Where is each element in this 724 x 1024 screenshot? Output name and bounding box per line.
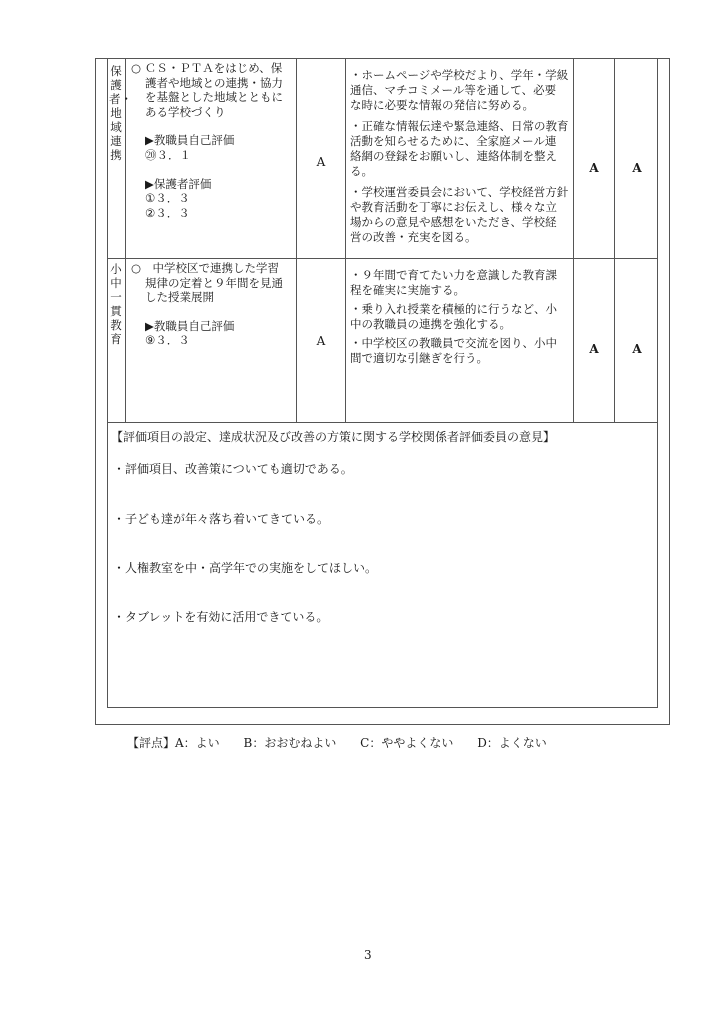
- plan-item: [350, 185, 572, 245]
- col-divider: [614, 58, 615, 422]
- col-divider: [573, 58, 574, 422]
- plan-line: ・乗り入れ授業を積極的に行うなど、小: [350, 302, 557, 316]
- goal-cell: [131, 261, 295, 348]
- plan-line: 通信、マチコミメール等を通して、必要: [350, 83, 557, 97]
- plan-line: 程を確実に実施する。: [350, 283, 465, 297]
- plan-line: ・９年間で育てたい力を意識した教育課: [350, 268, 557, 282]
- goal-line: ○ ＣＳ・ＰＴＡをはじめ、保: [131, 61, 283, 75]
- grade-cell: A: [632, 161, 642, 175]
- goal-line: 護者や地域との連携・協力: [145, 75, 283, 90]
- plan-item: [350, 302, 572, 332]
- goal-cell: [131, 61, 295, 220]
- category-cell: 小中一貫教育: [110, 262, 122, 346]
- staff-eval-label: ▶教職員自己評価: [145, 318, 235, 333]
- plan-line: 場からの意見や感想をいただき、学校経: [350, 215, 557, 229]
- plan-line: な時に必要な情報の発信に努める。: [350, 98, 534, 112]
- plan-line: 中の教職員の連携を強化する。: [350, 317, 511, 331]
- opinion-item: ・タブレットを有効に活用できている。: [113, 610, 329, 624]
- staff-eval-value: ⑨３．３: [145, 333, 190, 348]
- plan-line: る。: [350, 164, 373, 178]
- goal-line: ○ 中学校区で連携した学習: [131, 261, 280, 275]
- row-divider: [107, 258, 658, 259]
- plan-line: 間で適切な引継ぎを行う。: [350, 351, 488, 365]
- guardian-eval-value: ①３．３: [145, 191, 190, 206]
- plan-line: 活動を知らせるために、全家庭メール連: [350, 134, 557, 148]
- page-number: 3: [364, 948, 372, 962]
- col-divider: [345, 58, 346, 422]
- plan-line: 営の改善・充実を図る。: [350, 230, 477, 244]
- grade-cell: A: [632, 342, 642, 356]
- plan-line: ・正確な情報伝達や緊急連絡、日常の教育: [350, 119, 569, 133]
- plan-line: 絡網の登録をお願いし、連絡体制を整え: [350, 149, 557, 163]
- row-divider: [107, 422, 658, 423]
- legend-title: 【評点】: [127, 736, 176, 750]
- plan-line: ・学校運営委員会において、学校経営方針: [350, 185, 569, 199]
- plan-item: [350, 68, 572, 113]
- self-eval-grade: A: [316, 155, 326, 169]
- plan-cell: [350, 268, 572, 369]
- guardian-eval-label: ▶保護者評価: [145, 176, 212, 191]
- legend-item: C：ややよくない: [360, 736, 454, 750]
- legend-item: A：よい: [175, 736, 220, 750]
- grade-cell: A: [589, 161, 599, 175]
- opinion-item: ・人権教室を中・高学年での実施をしてほしい。: [113, 561, 378, 575]
- legend-item: D：よくない: [477, 736, 547, 750]
- grade-legend: [127, 734, 547, 751]
- plan-cell: [350, 68, 572, 248]
- plan-line: や教育活動を丁寧にお伝えし、様々な立: [350, 200, 557, 214]
- goal-line: を基盤とした地域とともに: [145, 90, 283, 105]
- staff-eval-label: ▶教職員自己評価: [145, 133, 235, 148]
- opinion-title: 【評価項目の設定、達成状況及び改善の方策に関する学校関係者評価委員の意見】: [111, 430, 556, 444]
- goal-line: した授業展開: [145, 290, 214, 305]
- col-divider: [125, 58, 126, 422]
- opinion-item: ・評価項目、改善策についても適切である。: [113, 462, 353, 476]
- col-divider: [296, 58, 297, 422]
- staff-eval-value: ⑳３．１: [145, 147, 191, 162]
- plan-item: [350, 336, 572, 366]
- plan-item: [350, 119, 572, 179]
- grade-cell: A: [589, 342, 599, 356]
- legend-item: B：おおむねよい: [243, 736, 337, 750]
- goal-line: ある学校づくり: [145, 104, 226, 119]
- category-cell: 保護者・地域連携: [109, 64, 132, 162]
- goal-line: 規律の定着と９年間を見通: [145, 275, 283, 290]
- plan-item: [350, 268, 572, 298]
- guardian-eval-value: ②３．３: [145, 205, 190, 220]
- opinion-item: ・子ども達が年々落ち着いてきている。: [113, 512, 330, 526]
- self-eval-grade: A: [316, 334, 326, 348]
- plan-line: ・中学校区の教職員で交流を図り、小中: [350, 336, 557, 350]
- plan-line: ・ホームページや学校だより、学年・学級: [350, 68, 569, 82]
